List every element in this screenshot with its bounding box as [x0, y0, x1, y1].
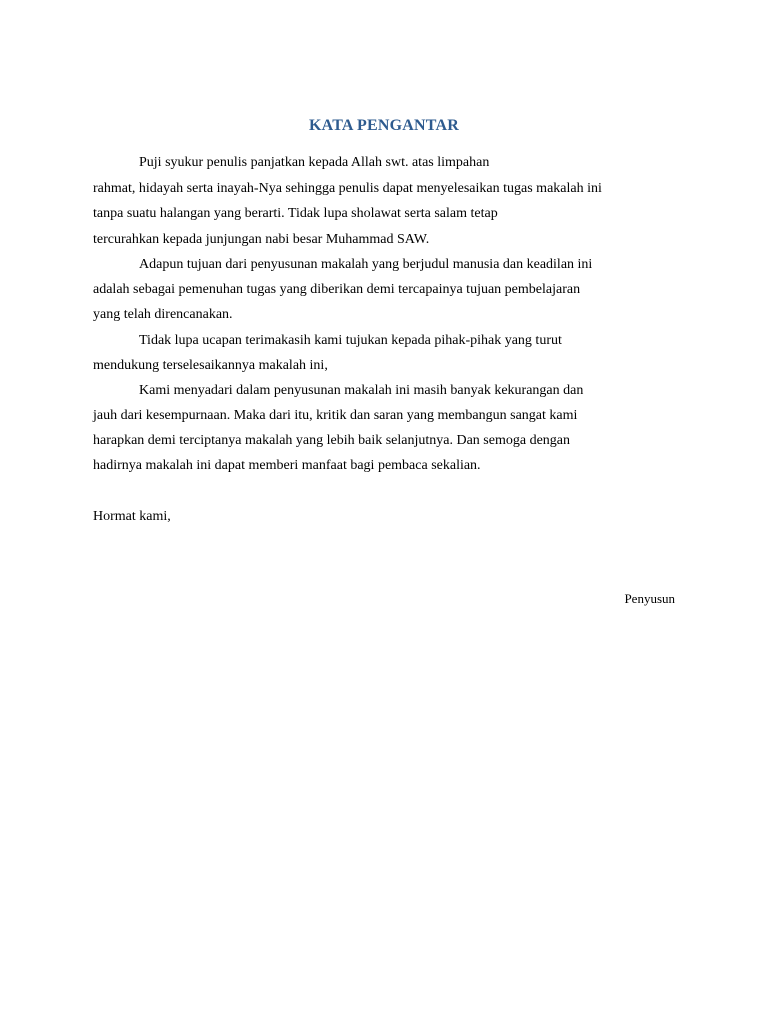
- paragraph-line: yang telah direncanakan.: [93, 307, 233, 322]
- paragraph-line: hadirnya makalah ini dapat memberi manfaat bagi pembaca sekalian.: [93, 458, 481, 473]
- signature-label: Penyusun: [624, 591, 675, 606]
- paragraph-line: Puji syukur penulis panjatkan kepada Allah swt. atas limpahan: [139, 155, 490, 170]
- paragraph-line: tercurahkan kepada junjungan nabi besar Muhammad SAW.: [93, 232, 430, 247]
- paragraph-line: harapkan demi terciptanya makalah yang lebih baik selanjutnya. Dan semoga dengan: [93, 433, 570, 448]
- paragraph-line: tanpa suatu halangan yang berarti. Tidak lupa sholawat serta salam tetap: [93, 206, 498, 221]
- paragraph-line: Adapun tujuan dari penyusunan makalah yang berjudul manusia dan keadilan ini: [139, 257, 593, 272]
- paragraph-line: mendukung terselesaikannya makalah ini,: [93, 358, 328, 373]
- paragraph-line: rahmat, hidayah serta inayah-Nya sehingga penulis dapat menyelesaikan tugas makalah ini: [93, 181, 602, 196]
- paragraph-line: adalah sebagai pemenuhan tugas yang diberikan demi tercapainya tujuan pembelajaran: [93, 282, 581, 297]
- closing-salutation: Hormat kami,: [93, 509, 171, 524]
- paragraph-line: Kami menyadari dalam penyusunan makalah ini masih banyak kekurangan dan: [139, 383, 584, 398]
- page-title: KATA PENGANTAR: [309, 117, 459, 134]
- paragraph-line: Tidak lupa ucapan terimakasih kami tujukan kepada pihak-pihak yang turut: [139, 333, 562, 348]
- paragraph-line: jauh dari kesempurnaan. Maka dari itu, kritik dan saran yang membangun sangat kami: [93, 408, 578, 423]
